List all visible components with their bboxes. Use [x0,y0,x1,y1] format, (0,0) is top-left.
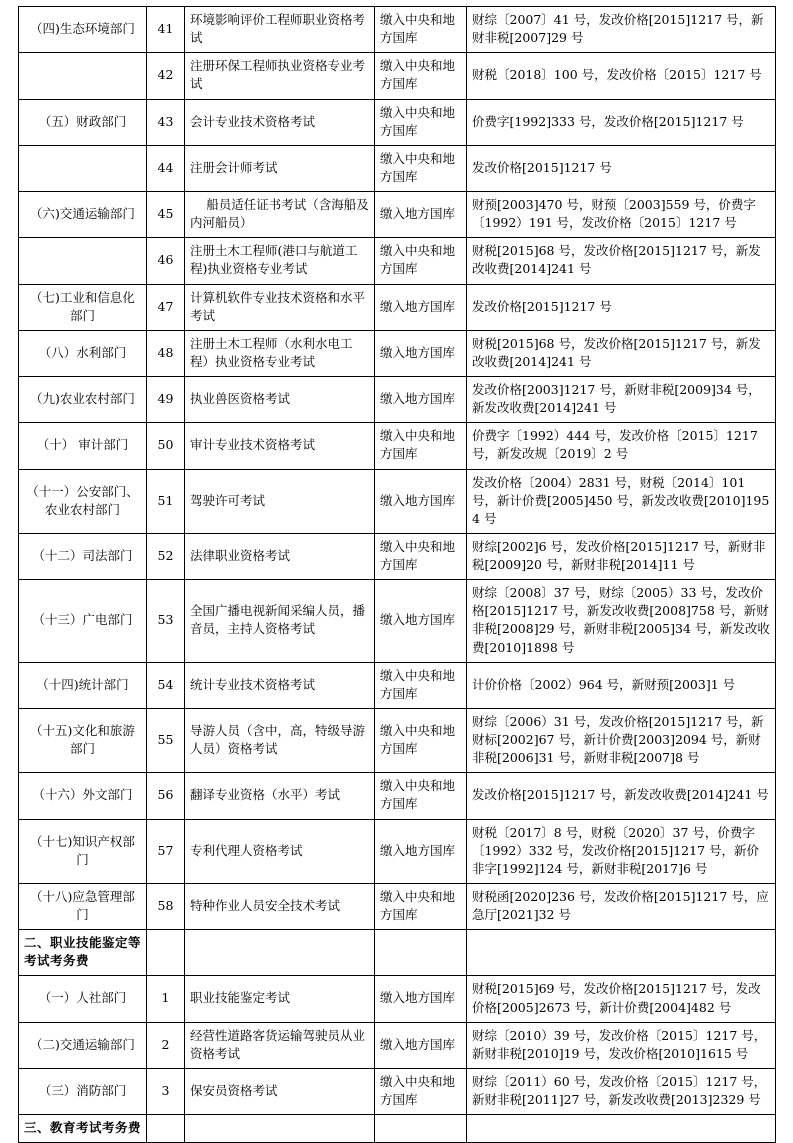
cell-treasury: 缴入地方国库 [375,976,467,1022]
cell-department [19,53,147,99]
cell-policy-document: 财综〔2008〕37 号，财综〔2005）33 号，发改价格[2015]1217 号，新发改收费[2008]758 号，新财非税[2008]29 号，新财非税[2005]34 号，新发改收费[2010]1898 号 [467,580,776,663]
cell-number: 41 [147,7,185,53]
exam-fee-table [18,6,776,1143]
cell-treasury: 缴入中央和地方国库 [375,1068,467,1114]
cell-exam-name: 法律职业资格考试 [185,533,375,579]
cell-number: 54 [147,662,185,708]
cell-number: 50 [147,423,185,469]
cell-exam-name: 环境影响评价工程师职业资格考试 [185,7,375,53]
cell-treasury: 缴入中央和地方国库 [375,99,467,145]
cell-number: 55 [147,708,185,772]
cell-department: （十） 审计部门 [19,423,147,469]
cell-policy-document: 计价价格〔2002）964 号，新财预[2003]1 号 [467,662,776,708]
cell-treasury-empty [375,1115,467,1143]
cell-num-empty [147,1115,185,1143]
table-row [19,976,776,1022]
cell-policy-document: 发改价格[2015]1217 号 [467,145,776,191]
cell-department: （十八)应急管理部门 [19,883,147,929]
table-row [19,7,776,53]
section-heading: 三、教育考试考务费 [19,1115,147,1143]
cell-exam-name: 会计专业技术资格考试 [185,99,375,145]
cell-exam-name: 特种作业人员安全技术考试 [185,883,375,929]
cell-treasury: 缴入中央和地方国库 [375,423,467,469]
cell-policy-document: 财综〔2010）39 号，发改价格〔2015〕1217 号，新财非税[2010]19 号，发改价格[2010]1615 号 [467,1022,776,1068]
section-heading: 二、职业技能鉴定等考试考务费 [19,930,147,976]
cell-number: 2 [147,1022,185,1068]
cell-treasury: 缴入中央和地方国库 [375,53,467,99]
cell-number: 51 [147,469,185,533]
cell-department: （十四)统计部门 [19,662,147,708]
table-row [19,53,776,99]
cell-exam-name: 执业兽医资格考试 [185,377,375,423]
cell-department: （八）水利部门 [19,330,147,376]
cell-treasury: 缴入中央和地方国库 [375,883,467,929]
cell-number: 49 [147,377,185,423]
cell-number: 56 [147,773,185,819]
cell-policy-document: 发改价格[2015]1217 号，新发改收费[2014]241 号 [467,773,776,819]
table-body [19,7,776,1143]
table-row [19,708,776,772]
cell-exam-name: 船员适任证书考试（含海船及内河船员） [185,192,375,238]
cell-policy-document: 发改价格[2003]1217 号，新财非税[2009]34 号，新发改收费[2014]241 号 [467,377,776,423]
table-row [19,819,776,883]
table-row [19,930,776,976]
table-row [19,533,776,579]
cell-number: 53 [147,580,185,663]
cell-exam-name: 计算机软件专业技术资格和水平考试 [185,284,375,330]
table-row [19,469,776,533]
cell-number: 48 [147,330,185,376]
cell-treasury: 缴入中央和地方国库 [375,533,467,579]
cell-exam-name: 注册环保工程师执业资格专业考试 [185,53,375,99]
cell-department: （七)工业和信息化部门 [19,284,147,330]
cell-policy-document: 财税[2015]68 号，发改价格[2015]1217 号，新发改收费[2014]241 号 [467,330,776,376]
cell-treasury: 缴入地方国库 [375,469,467,533]
cell-exam-name: 全国广播电视新闻采编人员，播音员，主持人资格考试 [185,580,375,663]
table-row [19,423,776,469]
cell-treasury: 缴入地方国库 [375,819,467,883]
cell-num-empty [147,930,185,976]
cell-exam-name: 职业技能鉴定考试 [185,976,375,1022]
cell-exam-name: 经营性道路客货运输驾驶员从业资格考试 [185,1022,375,1068]
table-row [19,773,776,819]
table-row [19,145,776,191]
cell-treasury: 缴入地方国库 [375,1022,467,1068]
cell-policy-document: 财税〔2018〕100 号，发改价格〔2015〕1217 号 [467,53,776,99]
table-row [19,1068,776,1114]
table-row [19,580,776,663]
table-row [19,1115,776,1143]
table-row [19,377,776,423]
cell-number: 1 [147,976,185,1022]
cell-number: 42 [147,53,185,99]
cell-doc-empty [467,930,776,976]
cell-department: （六)交通运输部门 [19,192,147,238]
cell-exam-name: 注册土木工程师(港口与航道工程)执业资格专业考试 [185,238,375,284]
cell-treasury-empty [375,930,467,976]
cell-number: 43 [147,99,185,145]
cell-policy-document: 财预[2003]470 号，财预〔2003]559 号，价费字〔1992）191 号，发改价格〔2015〕1217 号 [467,192,776,238]
cell-policy-document: 财综〔2011）60 号，发改价格〔2015〕1217 号，新财非税[2011]27 号，新发改收费[2013]2329 号 [467,1068,776,1114]
cell-name-empty [185,930,375,976]
cell-department: （九)农业农村部门 [19,377,147,423]
cell-treasury: 缴入中央和地方国库 [375,662,467,708]
cell-policy-document: 价费字〔1992）444 号，发改价格〔2015〕1217 号，新发改规〔2019〕2 号 [467,423,776,469]
cell-exam-name: 统计专业技术资格考试 [185,662,375,708]
cell-department: （十三）广电部门 [19,580,147,663]
cell-department [19,238,147,284]
cell-department: （三）消防部门 [19,1068,147,1114]
cell-number: 52 [147,533,185,579]
table-row [19,330,776,376]
cell-policy-document: 财税〔2017〕8 号，财税〔2020〕37 号，价费字〔1992）332 号，发改价格[2015]1217 号，新价非字[1992]124 号，新财非税[2017]6 号 [467,819,776,883]
cell-number: 46 [147,238,185,284]
cell-doc-empty [467,1115,776,1143]
cell-policy-document: 发改价格[2015]1217 号 [467,284,776,330]
cell-treasury: 缴入中央和地方国库 [375,238,467,284]
cell-policy-document: 财综〔2006）31 号，发改价格[2015]1217 号，新财标[2002]67 号，新计价费[2003]2094 号，新财非税[2006]31 号，新财非税[2007]8 号 [467,708,776,772]
cell-department: （十二）司法部门 [19,533,147,579]
cell-department: （十六）外文部门 [19,773,147,819]
cell-number: 44 [147,145,185,191]
cell-number: 47 [147,284,185,330]
cell-number: 57 [147,819,185,883]
cell-policy-document: 财税[2015]68 号，发改价格[2015]1217 号，新发改收费[2014]241 号 [467,238,776,284]
cell-name-empty [185,1115,375,1143]
cell-treasury: 缴入中央和地方国库 [375,145,467,191]
cell-treasury: 缴入地方国库 [375,330,467,376]
table-row [19,238,776,284]
cell-number: 45 [147,192,185,238]
cell-department: （二)交通运输部门 [19,1022,147,1068]
cell-policy-document: 价费字[1992]333 号，发改价格[2015]1217 号 [467,99,776,145]
cell-department: （十一）公安部门、农业农村部门 [19,469,147,533]
cell-department: （一）人社部门 [19,976,147,1022]
table-row [19,662,776,708]
cell-treasury: 缴入地方国库 [375,580,467,663]
cell-treasury: 缴入中央和地方国库 [375,708,467,772]
cell-treasury: 缴入地方国库 [375,284,467,330]
cell-policy-document: 发改价格〔2004）2831 号，财税〔2014〕101 号，新计价费[2005]450 号，新发改收费[2010]1954 号 [467,469,776,533]
table-row [19,192,776,238]
cell-number: 3 [147,1068,185,1114]
table-row [19,284,776,330]
cell-treasury: 缴入地方国库 [375,192,467,238]
cell-department: （四)生态环境部门 [19,7,147,53]
cell-exam-name: 审计专业技术资格考试 [185,423,375,469]
cell-policy-document: 财税函[2020]236 号，发改价格[2015]1217 号，应急厅[2021]32 号 [467,883,776,929]
cell-department: （五）财政部门 [19,99,147,145]
cell-policy-document: 财综[2002]6 号，发改价格[2015]1217 号，新财非税[2009]20 号，新财非税[2014]11 号 [467,533,776,579]
cell-treasury: 缴入中央和地方国库 [375,7,467,53]
cell-number: 58 [147,883,185,929]
table-row [19,99,776,145]
cell-exam-name: 注册土木工程师（水利水电工程）执业资格专业考试 [185,330,375,376]
table-row [19,883,776,929]
table-row [19,1022,776,1068]
cell-department: （十七)知识产权部门 [19,819,147,883]
cell-policy-document: 财税[2015]69 号，发改价格[2015]1217 号，发改价格[2005]2673 号，新计价费[2004]482 号 [467,976,776,1022]
cell-exam-name: 注册会计师考试 [185,145,375,191]
cell-exam-name: 驾驶许可考试 [185,469,375,533]
cell-department: （十五)文化和旅游部门 [19,708,147,772]
cell-policy-document: 财综〔2007〕41 号，发改价格[2015]1217 号，新财非税[2007]29 号 [467,7,776,53]
cell-exam-name: 专利代理人资格考试 [185,819,375,883]
cell-treasury: 缴入地方国库 [375,377,467,423]
cell-exam-name: 翻译专业资格（水平）考试 [185,773,375,819]
cell-department [19,145,147,191]
cell-treasury: 缴入中央和地方国库 [375,773,467,819]
cell-exam-name: 保安员资格考试 [185,1068,375,1114]
cell-exam-name: 导游人员（含中，高，特级导游人员）资格考试 [185,708,375,772]
